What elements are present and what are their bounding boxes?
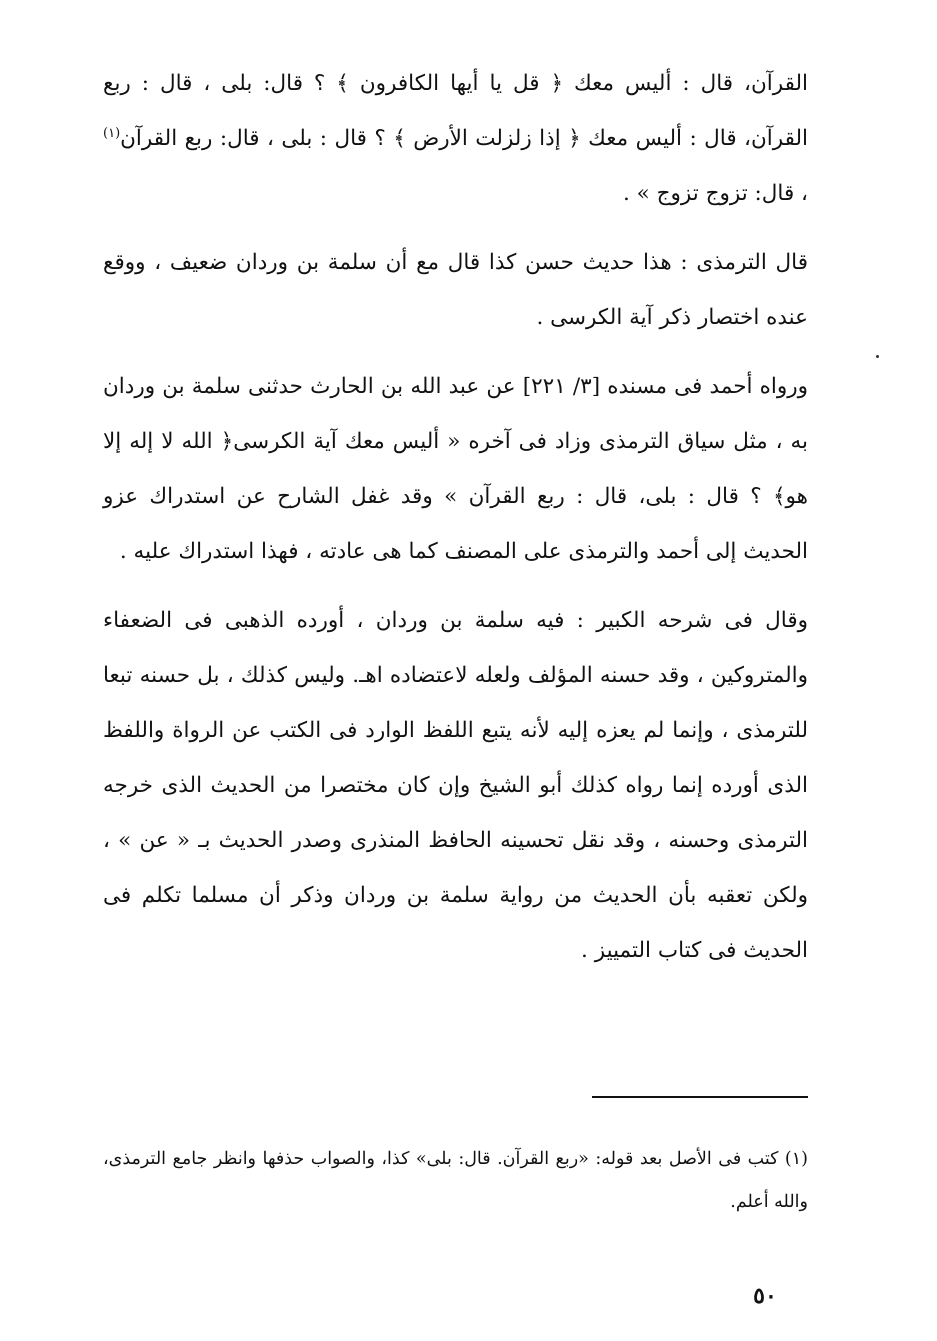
main-text	[103, 56, 808, 978]
paragraph-3: ورواه أحمد فى مسنده [٣/ ٢٢١] عن عبد الله بن الحارث حدثنى سلمة بن وردان به ، مثل سياق الترمذى وزاد فى آخره « أليس معك آية الكرسى﴿ الله لا إله إلا هو﴾ ؟ قال : بلى، قال : ربع القرآن » وقد غفل الشارح عن استدراك عزو الحديث إلى أحمد والترمذى على المصنف كما هى عادته ، فهذا استدراك عليه .	[103, 374, 808, 564]
margin-speck	[876, 355, 879, 358]
paragraph-2: قال الترمذى : هذا حديث حسن كذا قال مع أن سلمة بن وردان ضعيف ، ووقع عنده اختصار ذكر آية الكرسى .	[103, 250, 808, 330]
footnote: (١) كتب فى الأصل بعد قوله: «ربع القرآن. قال: بلى» كذا، والصواب حذفها وانظر جامع الترمذى، والله أعلم.	[103, 1149, 808, 1212]
paragraph-4: وقال فى شرحه الكبير : فيه سلمة بن وردان ، أورده الذهبى فى الضعفاء والمتروكين ، وقد حسنه المؤلف ولعله لاعتضاده اهـ. وليس كذلك ، بل حسنه تبعا للترمذى ، وإنما لم يعزه إليه لأنه يتبع اللفظ الوارد فى الكتب عن الرواة واللفظ الذى أورده إنما رواه كذلك أبو الشيخ وإن كان مختصرا من الحديث الذى خرجه الترمذى وحسنه ، وقد نقل تحسينه الحافظ المنذرى وصدر الحديث بـ « عن » ، ولكن تعقبه بأن الحديث من رواية سلمة بن وردان وذكر أن مسلما تكلم فى الحديث فى كتاب التمييز .	[103, 608, 808, 963]
paragraph-1	[103, 56, 808, 221]
paragraph-1-text-after: ، قال: تزوج تزوج » .	[622, 181, 808, 206]
footnote-reference: (١)	[103, 125, 121, 141]
footnote-divider	[592, 1096, 808, 1098]
paragraph-1-text: القرآن، قال : أليس معك ﴿ قل يا أيها الكافرون ﴾ ؟ قال: بلى ، قال : ربع القرآن، قال : أليس معك ﴿ إذا زلزلت الأرض ﴾ ؟ قال : بلى ، قال: ربع القرآن	[103, 71, 808, 151]
page-number: ٥٠	[753, 1283, 777, 1309]
